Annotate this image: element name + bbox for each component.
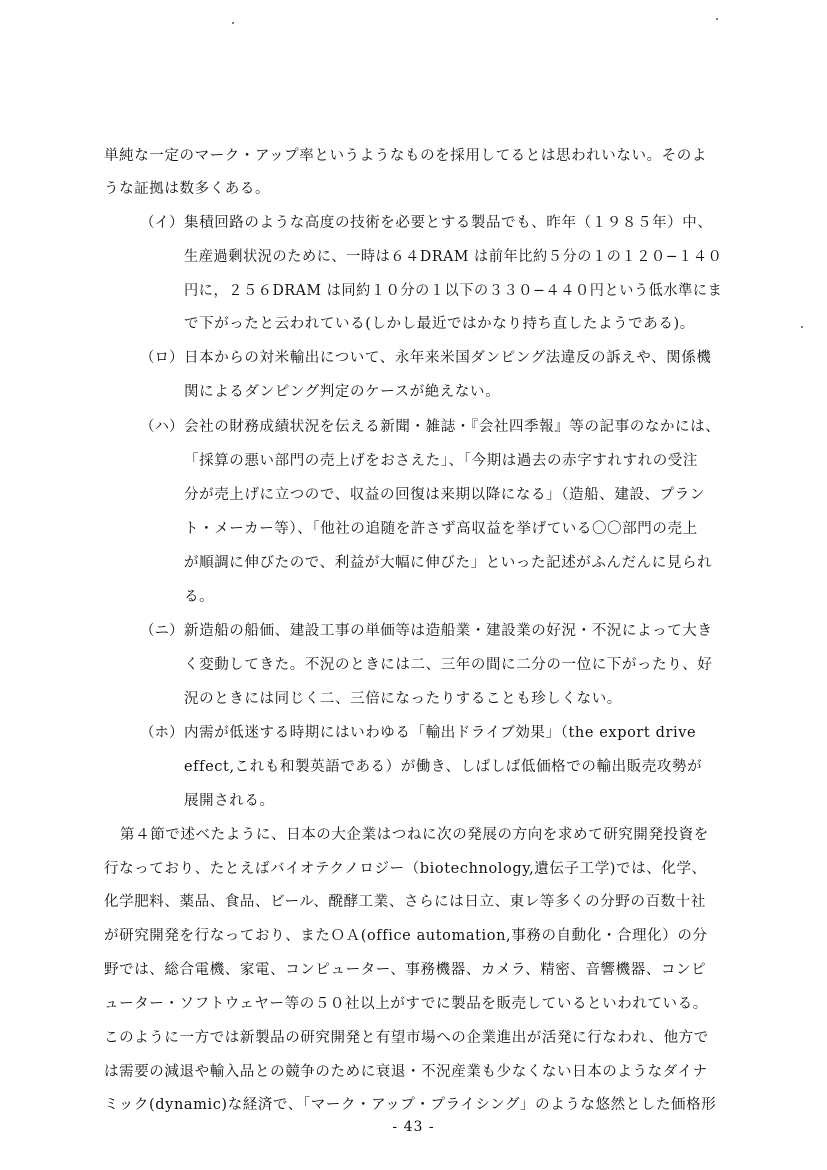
body-line: 行なっており、たとえばバイオテクノロジー（biotechnology,遺伝子工学)では、化学、 [104,861,707,877]
item-label: （ハ） [140,419,184,435]
item-line: が順調に伸びたので、利益が大幅に伸びた」といった記述がふんだんに見られ [184,555,713,571]
item-line: effect,これも和製英語である）が働き、しばしば低価格での輸出販売攻勢が [184,759,703,775]
body-line: ューター・ソフトウェヤー等の５０社以上がすでに製品を販売しているといわれている。 [104,996,708,1012]
item-label: （ホ） [140,725,184,741]
body-line: ミック(dynamic)な経済で、「マーク・アップ・プライシング」のような悠然とした価格形 [104,1097,717,1113]
intro-line: うな証拠は数多くある。 [104,181,271,197]
item-line: 分が売上げに立つので、収益の回復は来期以降になる」（造船、建設、プラン [184,487,705,503]
item-label: （イ） [140,215,184,231]
item-line: 集積回路のような高度の技術を必要とする製品でも、昨年（１９８５年）中、 [184,215,713,231]
item-line: く変動してきた。不況のときには二、三年の間に二分の一位に下がったり、好 [184,657,713,673]
item-label: （ニ） [140,623,184,639]
scan-speck [801,326,803,328]
scan-speck [232,22,234,24]
item-line: 円に，２５６DRAM は同約１０分の１以下の３３０−４４０円という低水準にま [184,283,723,299]
item-line: 会社の財務成績状況を伝える新聞・雑誌・『会社四季報』等の記事のなかには、 [184,419,721,435]
body-line: このように一方では新製品の研究開発と有望市場への企業進出が活発に行なわれ、他方で [104,1030,709,1046]
item-label: （ロ） [140,350,184,366]
item-line: で下がったと云われている(しかし最近ではかなり持ち直したようである)。 [184,316,695,332]
item-line: 展開される。 [184,793,275,809]
body-line: は需要の減退や輸入品との競争のために衰退・不況産業も少なくない日本のようなダイナ [104,1064,708,1080]
body-line: が研究開発を行なっており、またＯＡ(office automation,事務の自動化・合理化）の分 [104,928,708,944]
body-line: 野では、総合電機、家電、コンピューター、事務機器、カメラ、精密、音響機器、コンピ [104,962,707,978]
item-line: 況のときには同じく二、三倍になったりすることも珍しくない。 [184,691,622,707]
page-number: - 43 - [392,1119,435,1135]
item-line: 生産過剰状況のために、一時は６４DRAM は前年比約５分の１の１２０−１４０ [184,249,723,265]
scan-speck [716,18,718,20]
item-line: 新造船の船価、建設工事の単価等は造船業・建設業の好況・不況によって大き [184,623,713,639]
body-line: 化学肥料、薬品、食品、ビール、醗酵工業、さらには日立、東レ等多くの分野の百数十社 [104,894,706,910]
item-line: 日本からの対米輸出について、永年来米国ダンピング法違反の訴えや、関係機 [184,350,712,366]
intro-line: 単純な一定のマーク・アップ率というようなものを採用してるとは思われいない。そのよ [104,148,707,164]
item-line: る。 [184,589,215,605]
item-line: ト・メーカー等）、「他社の追随を許さず高収益を挙げている〇〇部門の売上 [184,521,698,537]
body-line: 第４節で述べたように、日本の大企業はつねに次の発展の方向を求めて研究開発投資を [120,827,709,843]
item-line: 「採算の悪い部門の売上げをおさえた」、「今期は過去の赤字すれすれの受注 [184,453,698,469]
item-line: 関によるダンピング判定のケースが絶えない。 [184,384,501,400]
item-line: 内需が低迷する時期にはいわゆる「輸出ドライブ効果」（the export drive [184,725,697,741]
